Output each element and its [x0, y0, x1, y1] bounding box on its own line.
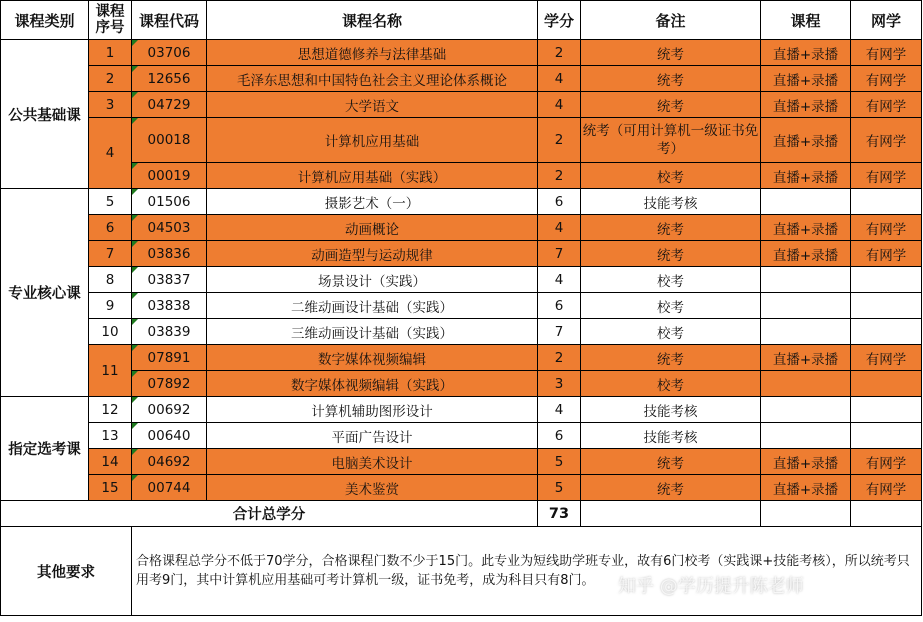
table-row [1, 241, 922, 267]
note-cell: 技能考核 [581, 397, 761, 423]
credit-cell: 6 [538, 293, 581, 319]
course-cell [761, 371, 851, 397]
online-cell: 有网学 [851, 163, 922, 189]
online-cell [851, 293, 922, 319]
credit-cell: 5 [538, 449, 581, 475]
note-cell: 校考 [581, 293, 761, 319]
table-row [1, 163, 922, 189]
online-cell: 有网学 [851, 40, 922, 66]
online-cell [851, 189, 922, 215]
table-row [1, 319, 922, 345]
code-cell: 00744 [132, 475, 207, 501]
code-cell: 00019 [132, 163, 207, 189]
table-row [1, 215, 922, 241]
code-cell: 07891 [132, 345, 207, 371]
code-cell: 04692 [132, 449, 207, 475]
code-cell: 01506 [132, 189, 207, 215]
online-cell: 有网学 [851, 118, 922, 163]
seq-cell: 5 [89, 189, 132, 215]
note-cell: 统考 [581, 241, 761, 267]
header-category: 课程类别 [1, 1, 89, 40]
name-cell: 毛泽东思想和中国特色社会主义理论体系概论 [207, 66, 538, 92]
total-empty-course [761, 501, 851, 527]
credit-cell: 5 [538, 475, 581, 501]
watermark: 知乎 @学历提升陈老师 [618, 576, 804, 597]
other-requirements-label: 其他要求 [1, 527, 132, 616]
course-cell: 直播+录播 [761, 215, 851, 241]
credit-cell: 3 [538, 371, 581, 397]
seq-cell: 1 [89, 40, 132, 66]
name-cell: 动画概论 [207, 215, 538, 241]
name-cell: 计算机应用基础 [207, 118, 538, 163]
online-cell [851, 423, 922, 449]
seq-cell: 6 [89, 215, 132, 241]
note-cell: 统考（可用计算机一级证书免考） [581, 118, 761, 163]
course-cell: 直播+录播 [761, 40, 851, 66]
code-cell: 04503 [132, 215, 207, 241]
table-row [1, 345, 922, 371]
name-cell: 思想道德修养与法律基础 [207, 40, 538, 66]
header-online: 网学 [851, 1, 922, 40]
code-cell: 03839 [132, 319, 207, 345]
note-cell: 校考 [581, 267, 761, 293]
other-requirements-text: 合格课程总学分不低于70学分，合格课程门数不少于15门。此专业为短线助学班专业，故有6门校考（实践课+技能考核），所以统考只用考9门，其中计算机应用基础可考计算机一级，证书免考，成为科目只有8门。 [132, 527, 922, 616]
seq-cell: 9 [89, 293, 132, 319]
online-cell [851, 371, 922, 397]
header-course: 课程 [761, 1, 851, 40]
note-cell: 技能考核 [581, 189, 761, 215]
course-cell: 直播+录播 [761, 449, 851, 475]
name-cell: 数字媒体视频编辑 [207, 345, 538, 371]
total-value: 73 [538, 501, 581, 527]
online-cell [851, 397, 922, 423]
course-cell [761, 319, 851, 345]
course-cell [761, 189, 851, 215]
credit-cell: 7 [538, 319, 581, 345]
credit-cell: 2 [538, 40, 581, 66]
name-cell: 大学语文 [207, 92, 538, 118]
credit-cell: 6 [538, 189, 581, 215]
category-public: 公共基础课 [1, 40, 89, 189]
credit-cell: 4 [538, 215, 581, 241]
course-cell [761, 267, 851, 293]
table-row [1, 267, 922, 293]
name-cell: 数字媒体视频编辑（实践） [207, 371, 538, 397]
table-row [1, 293, 922, 319]
header-code: 课程代码 [132, 1, 207, 40]
online-cell: 有网学 [851, 449, 922, 475]
course-cell: 直播+录播 [761, 66, 851, 92]
seq-cell: 13 [89, 423, 132, 449]
seq-cell: 7 [89, 241, 132, 267]
name-cell: 美术鉴赏 [207, 475, 538, 501]
header-credit: 学分 [538, 1, 581, 40]
seq-cell: 15 [89, 475, 132, 501]
table-row [1, 92, 922, 118]
total-empty-online [851, 501, 922, 527]
category-core: 专业核心课 [1, 189, 89, 397]
code-cell: 00640 [132, 423, 207, 449]
code-cell: 03706 [132, 40, 207, 66]
note-cell: 校考 [581, 163, 761, 189]
online-cell: 有网学 [851, 66, 922, 92]
note-cell: 技能考核 [581, 423, 761, 449]
code-cell: 07892 [132, 371, 207, 397]
seq-cell: 11 [89, 345, 132, 397]
course-cell: 直播+录播 [761, 345, 851, 371]
note-cell: 统考 [581, 475, 761, 501]
credit-cell: 4 [538, 397, 581, 423]
code-cell: 00692 [132, 397, 207, 423]
seq-cell: 4 [89, 118, 132, 189]
note-cell: 校考 [581, 371, 761, 397]
online-cell: 有网学 [851, 345, 922, 371]
code-cell: 03837 [132, 267, 207, 293]
course-cell: 直播+录播 [761, 92, 851, 118]
note-cell: 统考 [581, 449, 761, 475]
table-row [1, 475, 922, 501]
name-cell: 计算机应用基础（实践） [207, 163, 538, 189]
credit-cell: 2 [538, 345, 581, 371]
credit-cell: 6 [538, 423, 581, 449]
online-cell: 有网学 [851, 241, 922, 267]
course-cell: 直播+录播 [761, 241, 851, 267]
note-cell: 统考 [581, 66, 761, 92]
code-cell: 12656 [132, 66, 207, 92]
online-cell [851, 267, 922, 293]
name-cell: 二维动画设计基础（实践） [207, 293, 538, 319]
code-cell: 04729 [132, 92, 207, 118]
header-name: 课程名称 [207, 1, 538, 40]
online-cell: 有网学 [851, 92, 922, 118]
other-requirements-row [1, 527, 922, 616]
table-row [1, 449, 922, 475]
note-cell: 校考 [581, 319, 761, 345]
note-cell: 统考 [581, 92, 761, 118]
category-elective: 指定选考课 [1, 397, 89, 501]
course-cell: 直播+录播 [761, 475, 851, 501]
table-row [1, 40, 922, 66]
name-cell: 场景设计（实践） [207, 267, 538, 293]
seq-cell: 10 [89, 319, 132, 345]
note-cell: 统考 [581, 345, 761, 371]
note-cell: 统考 [581, 40, 761, 66]
name-cell: 三维动画设计基础（实践） [207, 319, 538, 345]
code-cell: 03838 [132, 293, 207, 319]
seq-cell: 14 [89, 449, 132, 475]
credit-cell: 2 [538, 163, 581, 189]
credit-cell: 4 [538, 92, 581, 118]
table-row [1, 118, 922, 163]
online-cell [851, 319, 922, 345]
table-row [1, 423, 922, 449]
seq-cell: 12 [89, 397, 132, 423]
table-row [1, 189, 922, 215]
credit-cell: 4 [538, 267, 581, 293]
online-cell: 有网学 [851, 475, 922, 501]
seq-cell: 8 [89, 267, 132, 293]
total-label: 合计总学分 [1, 501, 538, 527]
course-cell [761, 397, 851, 423]
name-cell: 摄影艺术（一） [207, 189, 538, 215]
total-empty-note [581, 501, 761, 527]
name-cell: 计算机辅助图形设计 [207, 397, 538, 423]
seq-cell: 2 [89, 66, 132, 92]
code-cell: 00018 [132, 118, 207, 163]
course-cell: 直播+录播 [761, 118, 851, 163]
credit-cell: 7 [538, 241, 581, 267]
total-row [1, 501, 922, 527]
header-note: 备注 [581, 1, 761, 40]
header-seq: 课程序号 [89, 1, 132, 40]
name-cell: 平面广告设计 [207, 423, 538, 449]
credit-cell: 2 [538, 118, 581, 163]
seq-cell: 3 [89, 92, 132, 118]
online-cell: 有网学 [851, 215, 922, 241]
header-row [1, 1, 922, 40]
table-row [1, 371, 922, 397]
table-row [1, 66, 922, 92]
course-cell [761, 423, 851, 449]
credit-cell: 4 [538, 66, 581, 92]
name-cell: 电脑美术设计 [207, 449, 538, 475]
table-row [1, 397, 922, 423]
course-cell: 直播+录播 [761, 163, 851, 189]
course-cell [761, 293, 851, 319]
code-cell: 03836 [132, 241, 207, 267]
name-cell: 动画造型与运动规律 [207, 241, 538, 267]
note-cell: 统考 [581, 215, 761, 241]
